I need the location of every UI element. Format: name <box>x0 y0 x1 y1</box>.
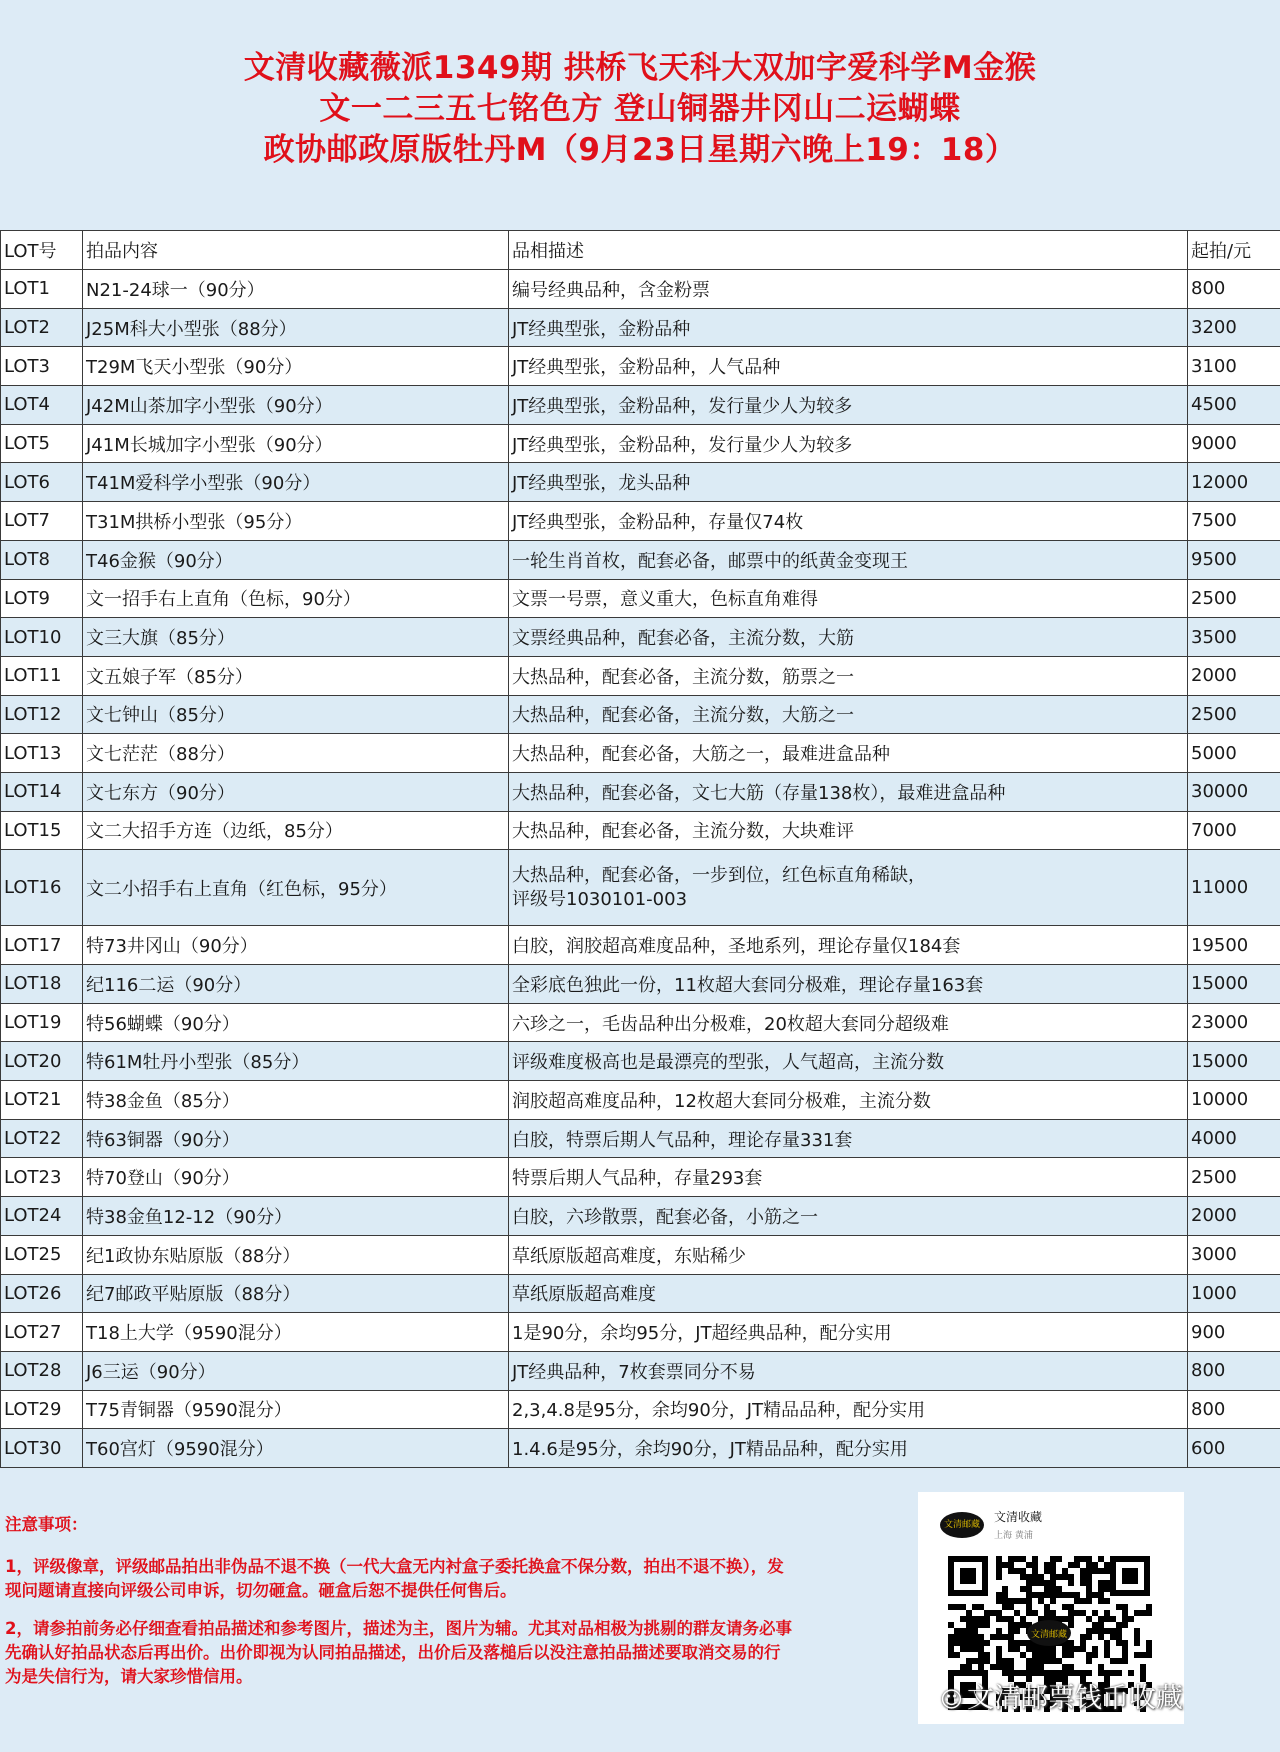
table-row <box>1 926 1280 965</box>
lot-number-cell: LOT2 <box>1 308 83 347</box>
header-item: 拍品内容 <box>83 231 509 270</box>
qr-account-name: 文清收藏 <box>994 1510 1043 1524</box>
start-price-cell: 7500 <box>1188 502 1280 541</box>
start-price-cell: 1000 <box>1188 1274 1280 1313</box>
lot-number-cell: LOT20 <box>1 1042 83 1081</box>
description-cell <box>509 850 1188 926</box>
lot-number-cell: LOT1 <box>1 270 83 309</box>
item-cell: 特73井冈山（90分） <box>83 926 509 965</box>
description-cell: JT经典型张，龙头品种 <box>509 463 1188 502</box>
description-cell: 大热品种，配套必备，主流分数，筋票之一 <box>509 656 1188 695</box>
item-cell: 特56蝴蝶（90分） <box>83 1003 509 1042</box>
start-price-cell: 15000 <box>1188 965 1280 1004</box>
item-cell: 文七茫茫（88分） <box>83 734 509 773</box>
description-cell: 草纸原版超高难度 <box>509 1274 1188 1313</box>
item-cell: J25M科大小型张（88分） <box>83 308 509 347</box>
item-cell: 文五娘子军（85分） <box>83 656 509 695</box>
note-item-1: 1，评级像章，评级邮品拍出非伪品不退不换（一代大盒无内衬盒子委托换盒不保分数，拍出不退不换），发现问题请直接向评级公司申诉，切勿砸盒。砸盒后恕不提供任何售后。 <box>5 1557 784 1600</box>
lot-number-cell: LOT17 <box>1 926 83 965</box>
lot-number-cell: LOT16 <box>1 850 83 926</box>
description-cell: 2,3,4.8是95分，余均90分，JT精品品种，配分实用 <box>509 1390 1188 1429</box>
description-line-2: 评级号1030101-003 <box>512 888 688 910</box>
description-cell: 文票经典品种，配套必备，主流分数，大筋 <box>509 618 1188 657</box>
start-price-cell: 3000 <box>1188 1235 1280 1274</box>
lot-number-cell: LOT12 <box>1 695 83 734</box>
item-cell: 文七东方（90分） <box>83 772 509 811</box>
description-cell: 1是90分，余均95分，JT超经典品种，配分实用 <box>509 1313 1188 1352</box>
qr-center-logo: 文清邮藏 <box>1030 1630 1068 1640</box>
start-price-cell: 3500 <box>1188 618 1280 657</box>
table-row <box>1 579 1280 618</box>
start-price-cell: 15000 <box>1188 1042 1280 1081</box>
description-cell: JT经典型张，金粉品种，人气品种 <box>509 347 1188 386</box>
description-cell: JT经典型张，金粉品种 <box>509 308 1188 347</box>
lot-number-cell: LOT21 <box>1 1081 83 1120</box>
table-row <box>1 1429 1280 1468</box>
table-row <box>1 502 1280 541</box>
description-cell: 评级难度极高也是最漂亮的型张，人气超高，主流分数 <box>509 1042 1188 1081</box>
header-price: 起拍/元 <box>1188 231 1280 270</box>
item-cell: N21-24球一（90分） <box>83 270 509 309</box>
lot-number-cell: LOT11 <box>1 656 83 695</box>
table-row <box>1 463 1280 502</box>
start-price-cell: 800 <box>1188 1351 1280 1390</box>
table-row <box>1 695 1280 734</box>
lot-number-cell: LOT18 <box>1 965 83 1004</box>
item-cell: 文三大旗（85分） <box>83 618 509 657</box>
start-price-cell: 11000 <box>1188 850 1280 926</box>
title-line-1: 文清收藏薇派1349期 拱桥飞天科大双加字爱科学M金猴 <box>243 50 1037 86</box>
description-cell: 白胶，六珍散票，配套必备，小筋之一 <box>509 1197 1188 1236</box>
lot-number-cell: LOT5 <box>1 424 83 463</box>
lot-number-cell: LOT8 <box>1 540 83 579</box>
description-cell: 特票后期人气品种，存量293套 <box>509 1158 1188 1197</box>
start-price-cell: 4500 <box>1188 386 1280 425</box>
item-cell: 特63铜器（90分） <box>83 1119 509 1158</box>
lot-number-cell: LOT13 <box>1 734 83 773</box>
qr-location: 上海 黄浦 <box>994 1531 1033 1541</box>
start-price-cell: 600 <box>1188 1429 1280 1468</box>
table-row <box>1 308 1280 347</box>
table-row <box>1 270 1280 309</box>
start-price-cell: 2500 <box>1188 1158 1280 1197</box>
lot-number-cell: LOT27 <box>1 1313 83 1352</box>
description-cell: 六珍之一，毛齿品种出分极难，20枚超大套同分超级难 <box>509 1003 1188 1042</box>
table-row <box>1 1081 1280 1120</box>
lot-number-cell: LOT22 <box>1 1119 83 1158</box>
start-price-cell: 19500 <box>1188 926 1280 965</box>
description-cell: 白胶，润胶超高难度品种，圣地系列，理论存量仅184套 <box>509 926 1188 965</box>
header-desc: 品相描述 <box>509 231 1188 270</box>
table-row <box>1 424 1280 463</box>
lot-number-cell: LOT6 <box>1 463 83 502</box>
item-cell: J41M长城加字小型张（90分） <box>83 424 509 463</box>
table-row <box>1 347 1280 386</box>
start-price-cell: 3200 <box>1188 308 1280 347</box>
item-cell: J6三运（90分） <box>83 1351 509 1390</box>
page-title <box>0 48 1280 171</box>
table-row <box>1 1158 1280 1197</box>
start-price-cell: 2500 <box>1188 579 1280 618</box>
table-row <box>1 1313 1280 1352</box>
start-price-cell: 800 <box>1188 270 1280 309</box>
description-cell: JT经典型张，金粉品种，存量仅74枚 <box>509 502 1188 541</box>
start-price-cell: 10000 <box>1188 1081 1280 1120</box>
start-price-cell: 23000 <box>1188 1003 1280 1042</box>
table-row <box>1 850 1280 926</box>
start-price-cell: 2000 <box>1188 656 1280 695</box>
item-cell: 文二小招手右上直角（红色标，95分） <box>83 850 509 926</box>
table-row <box>1 965 1280 1004</box>
watermark-text: 文清邮票钱币收藏 <box>966 1683 1183 1714</box>
table-row <box>1 772 1280 811</box>
lot-number-cell: LOT29 <box>1 1390 83 1429</box>
wechat-icon: ☺ <box>940 1688 963 1713</box>
item-cell: T41M爱科学小型张（90分） <box>83 463 509 502</box>
lot-number-cell: LOT19 <box>1 1003 83 1042</box>
note-item-2: 2，请参拍前务必仔细查看拍品描述和参考图片，描述为主，图片为辅。尤其对品相极为挑剔的群友请务必事先确认好拍品状态后再出价。出价即视为认同拍品描述，出价后及落槌后以没注意拍品描述要取消交易的行为是失信行为，请大家珍惜信用。 <box>5 1619 792 1686</box>
qr-header <box>940 1506 1170 1544</box>
table-row <box>1 811 1280 850</box>
item-cell: 纪116二运（90分） <box>83 965 509 1004</box>
title-line-2: 文一二三五七铭色方 登山铜器井冈山二运蝴蝶 <box>319 91 961 127</box>
description-cell: 文票一号票，意义重大，色标直角难得 <box>509 579 1188 618</box>
lot-number-cell: LOT28 <box>1 1351 83 1390</box>
description-cell: 大热品种，配套必备，主流分数，大块难评 <box>509 811 1188 850</box>
item-cell: T75青铜器（9590混分） <box>83 1390 509 1429</box>
start-price-cell: 800 <box>1188 1390 1280 1429</box>
item-cell: J42M山茶加字小型张（90分） <box>83 386 509 425</box>
description-cell: 一轮生肖首枚，配套必备，邮票中的纸黄金变现王 <box>509 540 1188 579</box>
table-row <box>1 386 1280 425</box>
start-price-cell: 12000 <box>1188 463 1280 502</box>
qr-logo: 文清邮藏 <box>940 1512 984 1538</box>
start-price-cell: 9500 <box>1188 540 1280 579</box>
item-cell: 特70登山（90分） <box>83 1158 509 1197</box>
start-price-cell: 4000 <box>1188 1119 1280 1158</box>
description-line-1: 大热品种，配套必备，一步到位，红色标直角稀缺， <box>512 864 926 886</box>
item-cell: 特38金鱼（85分） <box>83 1081 509 1120</box>
start-price-cell: 30000 <box>1188 772 1280 811</box>
lot-number-cell: LOT26 <box>1 1274 83 1313</box>
description-cell: 大热品种，配套必备，大筋之一，最难进盒品种 <box>509 734 1188 773</box>
description-cell: 1.4.6是95分，余均90分，JT精品品种，配分实用 <box>509 1429 1188 1468</box>
item-cell: T60宫灯（9590混分） <box>83 1429 509 1468</box>
description-cell: JT经典型张，金粉品种，发行量少人为较多 <box>509 424 1188 463</box>
lot-number-cell: LOT9 <box>1 579 83 618</box>
lot-number-cell: LOT15 <box>1 811 83 850</box>
start-price-cell: 7000 <box>1188 811 1280 850</box>
lot-number-cell: LOT25 <box>1 1235 83 1274</box>
table-row <box>1 540 1280 579</box>
item-cell: 文二大招手方连（边纸，85分） <box>83 811 509 850</box>
item-cell: 特61M牡丹小型张（85分） <box>83 1042 509 1081</box>
description-cell: 大热品种，配套必备，文七大筋（存量138枚），最难进盒品种 <box>509 772 1188 811</box>
description-cell: 润胶超高难度品种，12枚超大套同分极难，主流分数 <box>509 1081 1188 1120</box>
notes-section <box>5 1513 795 1703</box>
description-cell: 大热品种，配套必备，主流分数，大筋之一 <box>509 695 1188 734</box>
start-price-cell: 2500 <box>1188 695 1280 734</box>
description-cell: 编号经典品种，含金粉票 <box>509 270 1188 309</box>
item-cell: 纪1政协东贴原版（88分） <box>83 1235 509 1274</box>
item-cell: T31M拱桥小型张（95分） <box>83 502 509 541</box>
header-lot: LOT号 <box>1 231 83 270</box>
item-cell: T29M飞天小型张（90分） <box>83 347 509 386</box>
lot-number-cell: LOT10 <box>1 618 83 657</box>
lot-number-cell: LOT14 <box>1 772 83 811</box>
title-line-3: 政协邮政原版牡丹M（9月23日星期六晚上19：18） <box>263 132 1017 168</box>
lot-number-cell: LOT4 <box>1 386 83 425</box>
description-cell: 白胶，特票后期人气品种，理论存量331套 <box>509 1119 1188 1158</box>
description-cell: JT经典型张，金粉品种，发行量少人为较多 <box>509 386 1188 425</box>
table-row <box>1 1390 1280 1429</box>
table-row <box>1 734 1280 773</box>
start-price-cell: 2000 <box>1188 1197 1280 1236</box>
lot-table-body <box>1 270 1280 1468</box>
lot-number-cell: LOT7 <box>1 502 83 541</box>
lot-table <box>0 230 1280 1468</box>
item-cell: 文七钟山（85分） <box>83 695 509 734</box>
watermark <box>940 1676 1183 1715</box>
item-cell: 文一招手右上直角（色标，90分） <box>83 579 509 618</box>
item-cell: 纪7邮政平贴原版（88分） <box>83 1274 509 1313</box>
table-row <box>1 1235 1280 1274</box>
notes-heading: 注意事项： <box>5 1515 88 1534</box>
start-price-cell: 900 <box>1188 1313 1280 1352</box>
start-price-cell: 5000 <box>1188 734 1280 773</box>
start-price-cell: 3100 <box>1188 347 1280 386</box>
item-cell: T18上大学（9590混分） <box>83 1313 509 1352</box>
start-price-cell: 9000 <box>1188 424 1280 463</box>
table-row <box>1 618 1280 657</box>
description-cell: 草纸原版超高难度，东贴稀少 <box>509 1235 1188 1274</box>
lot-number-cell: LOT3 <box>1 347 83 386</box>
item-cell: 特38金鱼12-12（90分） <box>83 1197 509 1236</box>
lot-number-cell: LOT23 <box>1 1158 83 1197</box>
table-row <box>1 1003 1280 1042</box>
table-row <box>1 1351 1280 1390</box>
description-cell: 全彩底色独此一份，11枚超大套同分极难，理论存量163套 <box>509 965 1188 1004</box>
table-row <box>1 1119 1280 1158</box>
description-cell: JT经典品种，7枚套票同分不易 <box>509 1351 1188 1390</box>
item-cell: T46金猴（90分） <box>83 540 509 579</box>
table-row <box>1 1274 1280 1313</box>
table-row <box>1 1197 1280 1236</box>
lot-number-cell: LOT30 <box>1 1429 83 1468</box>
table-row <box>1 656 1280 695</box>
table-header-row <box>1 231 1280 270</box>
lot-number-cell: LOT24 <box>1 1197 83 1236</box>
table-row <box>1 1042 1280 1081</box>
